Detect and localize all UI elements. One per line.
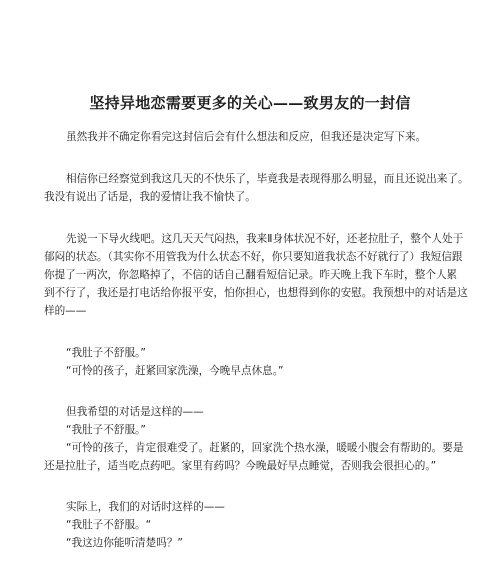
paragraph-line: 先说一下导火线吧。这几天天气闷热，我来Ⅱ身体状况不好，还老拉肚子，整个人处于 [66,233,464,245]
dialogue-line: “可怜的孩子，赶紧回家洗澡，今晚早点休息。” [66,365,284,377]
paragraph-line: 你提了一两次，你忽略掉了，不信的话自己翻看短信记录。昨天晚上我下车时，整个人累 [44,269,458,281]
dialogue-line: “我肚子不舒服。” [66,424,146,436]
paragraph-line: 相信你已经察觉到我这几天的不快乐了，毕竟我是表现得那么明显，而且还说出来了。 [66,173,469,185]
paragraph-line: 样的—— [44,305,87,317]
dialogue-line: 还是拉肚子，适当吃点药吧。家里有药吗？今晚最好早点睡觉，否则我会很担心的。” [44,460,437,472]
dialogue-line: “我肚子不舒服。“ [66,519,152,531]
paragraph-line: 虽然我并不确定你看完这封信后会有什么想法和反应，但我还是决定写下来。 [66,131,427,143]
dialogue-line: “可怜的孩子，肯定很难受了。赶紧的，回家洗个热水澡，暖暖小腹会有帮助的。要是 [66,442,464,454]
paragraph-line: 郁闷的状态。（其实你不用管我为什么状态不好，你只要知道我状态不好就行了）我短信跟 [44,251,463,263]
dialogue-line: “我肚子不舒服。” [66,347,146,359]
paragraph-line: 实际上，我们的对话时这样的—— [66,501,225,513]
letter-title: 坚持异地恋需要更多的关心——致男友的一封信 [89,94,411,112]
paragraph-line: 我没有说出了话是，我的爱情让我不愉快了。 [44,191,256,203]
dialogue-line: “我这边你能听清楚吗？” [66,537,183,549]
paragraph-line: 到不行了，我还是打电话给你报平安，怕你担心，也想得到你的安慰。我预想中的对话是这 [44,287,468,299]
paragraph-line: 但我希望的对话是这样的—— [66,406,204,418]
